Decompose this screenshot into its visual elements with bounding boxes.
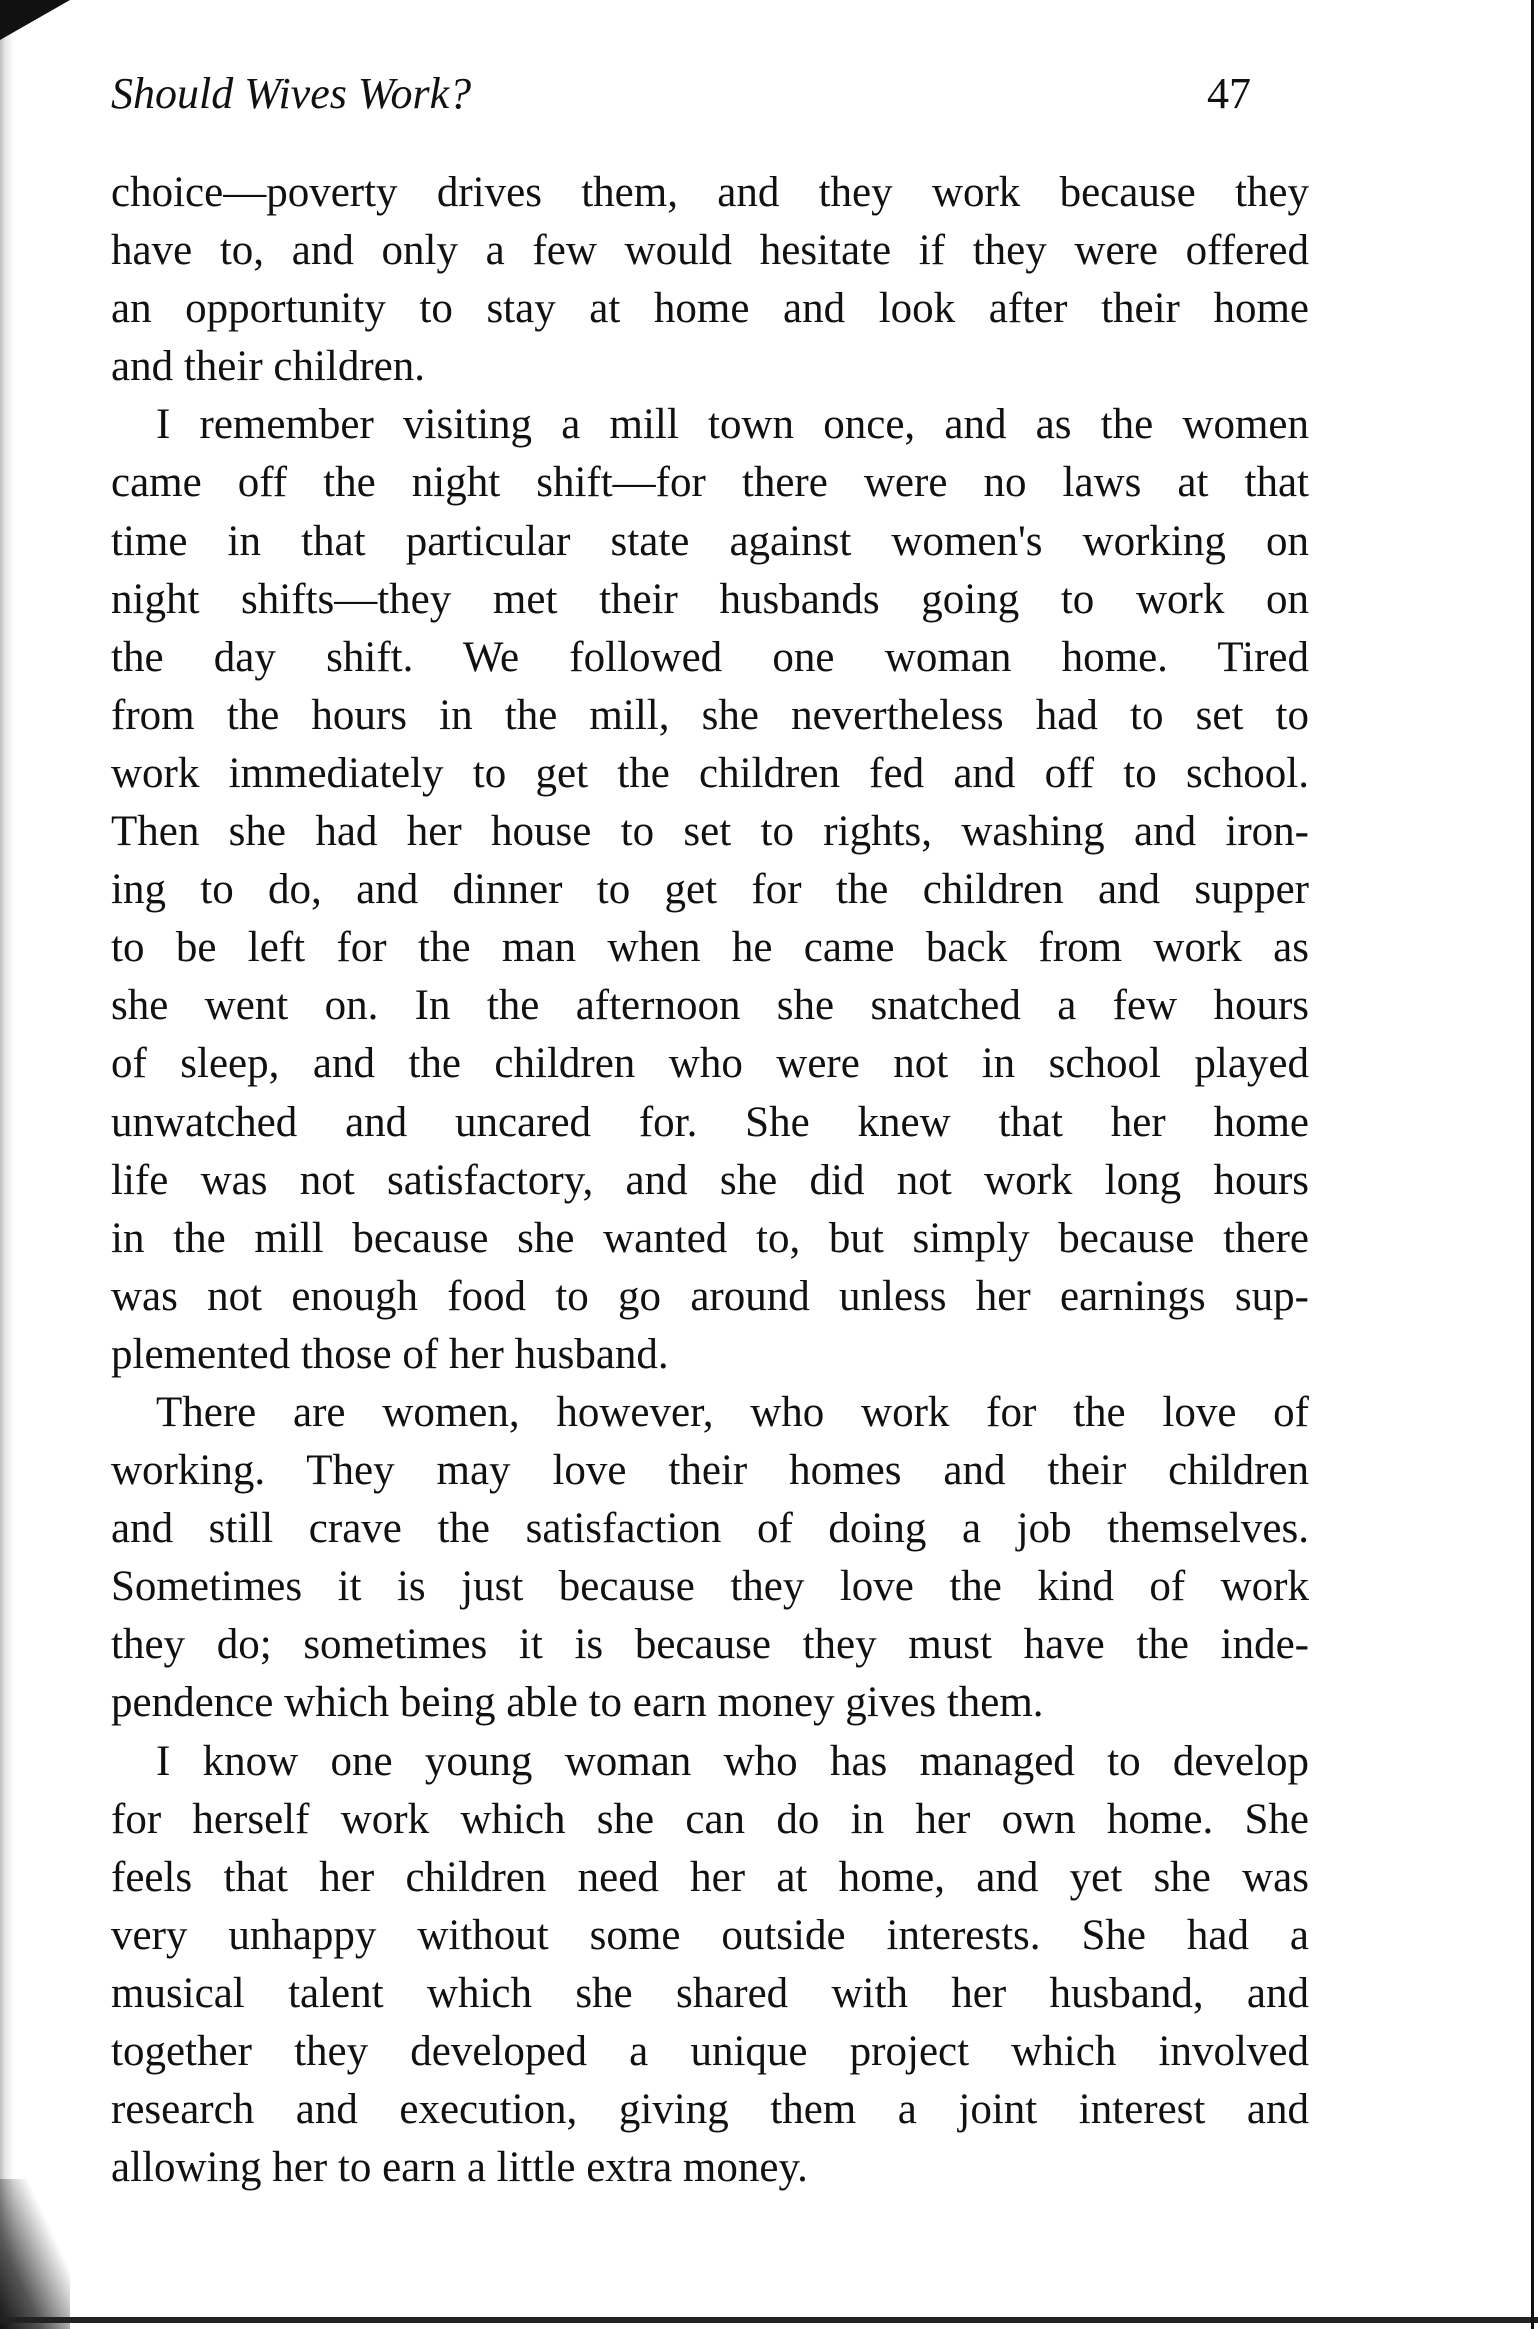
text-line: she went on. In the afternoon she snatched a few hours <box>111 982 1309 1030</box>
paragraph <box>111 396 1309 1384</box>
text-line: feels that her children need her at home, and yet she was <box>111 1853 1309 1901</box>
text-line: pendence which being able to earn money gives them. <box>111 1679 1044 1727</box>
text-line: work immediately to get the children fed and off to school. <box>111 749 1309 797</box>
text-line: unwatched and uncared for. She knew that her home <box>111 1098 1309 1146</box>
text-line: in the mill because she wanted to, but simply because there <box>111 1214 1309 1262</box>
scan-edge-right <box>1531 0 1534 2329</box>
text-line: from the hours in the mill, she nevertheless had to set to <box>111 691 1309 739</box>
scan-corner <box>0 0 70 40</box>
text-line: plemented those of her husband. <box>111 1330 669 1378</box>
page-number: 47 <box>1207 69 1251 118</box>
text-line: the day shift. We followed one woman home. Tired <box>111 633 1309 681</box>
scan-edge-bottom <box>0 2317 1538 2323</box>
paragraph <box>111 1733 1309 2198</box>
text-line: was not enough food to go around unless her earnings sup- <box>111 1272 1309 1320</box>
text-line: allowing her to earn a little extra money. <box>111 2144 808 2192</box>
text-line: life was not satisfactory, and she did not work long hours <box>111 1156 1309 1204</box>
text-line: came off the night shift—for there were no laws at that <box>111 459 1309 507</box>
text-line: of sleep, and the children who were not in school played <box>111 1040 1309 1088</box>
text-line: night shifts—they met their husbands going to work on <box>111 575 1309 623</box>
page-body <box>111 164 1309 2197</box>
paragraph <box>111 164 1309 396</box>
text-line: Then she had her house to set to rights, washing and iron- <box>111 808 1309 856</box>
scan-shadow-left <box>0 0 14 2329</box>
text-line: research and execution, giving them a joint interest and <box>111 2086 1309 2134</box>
paragraph <box>111 1384 1309 1733</box>
text-line: have to, and only a few would hesitate if they were offered <box>111 227 1309 275</box>
text-line: I know one young woman who has managed to develop <box>156 1737 1309 1785</box>
text-line: for herself work which she can do in her own home. She <box>111 1795 1309 1843</box>
text-line: and still crave the satisfaction of doing a job themselves. <box>111 1505 1309 1553</box>
text-line: together they developed a unique project which involved <box>111 2028 1309 2075</box>
text-line: There are women, however, who work for the love of <box>156 1388 1309 1436</box>
text-line: time in that particular state against women's working on <box>111 517 1309 565</box>
text-line: and their children. <box>111 343 426 391</box>
text-line: musical talent which she shared with her husband, and <box>111 1969 1309 2017</box>
text-line: they do; sometimes it is because they must have the inde- <box>111 1621 1309 1669</box>
page-header <box>111 68 1251 128</box>
text-line: I remember visiting a mill town once, and as the women <box>156 401 1309 449</box>
text-line: working. They may love their homes and their children <box>111 1447 1309 1495</box>
text-line: Sometimes it is just because they love the kind of work <box>111 1563 1309 1611</box>
text-line: to be left for the man when he came back from work as <box>111 924 1309 972</box>
running-title: Should Wives Work? <box>111 69 472 118</box>
text-line: very unhappy without some outside interests. She had a <box>111 1911 1309 1959</box>
scan-shadow-bottom-left <box>0 2179 70 2329</box>
text-line: an opportunity to stay at home and look after their home <box>111 285 1309 333</box>
text-line: choice—poverty drives them, and they work because they <box>111 169 1309 216</box>
text-line: ing to do, and dinner to get for the children and supper <box>111 866 1309 914</box>
